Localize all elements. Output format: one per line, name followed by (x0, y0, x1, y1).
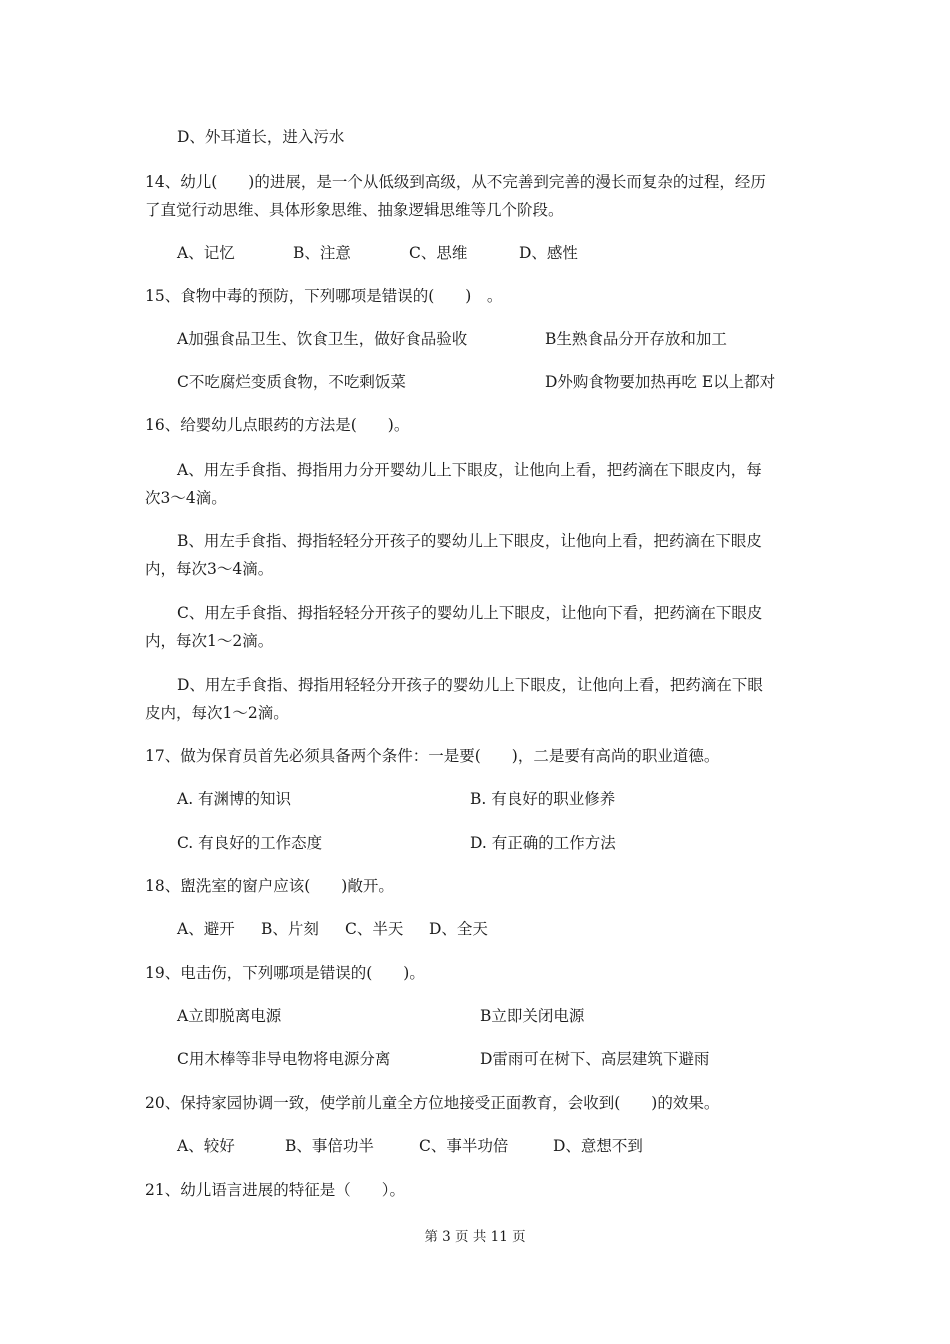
page-number-footer: 第 3 页 共 11 页 (424, 1229, 526, 1245)
q18-option-c: C、半天 (345, 920, 404, 938)
q18-stem: 18、盥洗室的窗户应该( )敞开。 (145, 877, 394, 895)
q16-option-c-line2: 内，每次1～2滴。 (145, 632, 274, 650)
q15-stem: 15、食物中毒的预防，下列哪项是错误的( ) 。 (145, 287, 503, 305)
q14-stem-line2: 了直觉行动思维、具体形象思维、抽象逻辑思维等几个阶段。 (145, 201, 564, 219)
q20-options (177, 1136, 643, 1156)
q15-option-c: C不吃腐烂变质食物，不吃剩饭菜 (177, 373, 406, 391)
q20-option-a: A、较好 (177, 1137, 235, 1155)
q20-option-d: D、意想不到 (553, 1137, 643, 1155)
q15-option-a: A加强食品卫生、饮食卫生，做好食品验收 (177, 330, 468, 348)
q14-option-a: A、记忆 (177, 244, 235, 262)
q17-option-c: C. 有良好的工作态度 (177, 834, 323, 852)
q17-option-b: B. 有良好的职业修养 (470, 790, 616, 808)
q17-option-a: A. 有渊博的知识 (177, 790, 292, 808)
q18-option-d: D、全天 (429, 920, 488, 938)
q13-option-d: D、外耳道长，进入污水 (177, 128, 345, 146)
q14-options (177, 243, 578, 263)
q18-option-a: A、避开 (177, 920, 235, 938)
q16-option-a-line2: 次3～4滴。 (145, 489, 227, 507)
q14-option-c: C、思维 (409, 244, 468, 262)
q18-options (177, 919, 488, 939)
q19-option-d: D雷雨可在树下、高层建筑下避雨 (480, 1050, 710, 1068)
q20-option-b: B、事倍功半 (285, 1137, 374, 1155)
q16-option-c-line1: C、用左手食指、拇指轻轻分开孩子的婴幼儿上下眼皮，让他向下看，把药滴在下眼皮 (177, 604, 763, 622)
q17-stem: 17、做为保育员首先必须具备两个条件：一是要( )，二是要有高尚的职业道德。 (145, 747, 720, 765)
q19-option-b: B立即关闭电源 (480, 1007, 585, 1025)
q21-stem: 21、幼儿语言进展的特征是（ ）。 (145, 1181, 405, 1199)
q16-option-b-line2: 内，每次3～4滴。 (145, 560, 274, 578)
q17-option-d: D. 有正确的工作方法 (470, 834, 616, 852)
q16-option-b-line1: B、用左手食指、拇指轻轻分开孩子的婴幼儿上下眼皮，让他向上看，把药滴在下眼皮 (177, 532, 762, 550)
q16-option-a-line1: A、用左手食指、拇指用力分开婴幼儿上下眼皮，让他向上看，把药滴在下眼皮内，每 (177, 461, 762, 479)
q20-option-c: C、事半功倍 (419, 1137, 509, 1155)
q15-option-de: D外购食物要加热再吃 E以上都对 (545, 373, 776, 391)
q16-stem: 16、给婴幼儿点眼药的方法是( )。 (145, 416, 410, 434)
q20-stem: 20、保持家园协调一致，使学前儿童全方位地接受正面教育，会收到( )的效果。 (145, 1094, 720, 1112)
q14-option-d: D、感性 (519, 244, 578, 262)
q16-option-d-line1: D、用左手食指、拇指用轻轻分开孩子的婴幼儿上下眼皮，让他向上看，把药滴在下眼 (177, 676, 763, 694)
q18-option-b: B、片刻 (261, 920, 319, 938)
q19-option-c: C用木棒等非导电物将电源分离 (177, 1050, 391, 1068)
q15-option-b: B生熟食品分开存放和加工 (545, 330, 727, 348)
q19-option-a: A立即脱离电源 (177, 1007, 282, 1025)
q16-option-d-line2: 皮内，每次1～2滴。 (145, 704, 289, 722)
q19-stem: 19、电击伤，下列哪项是错误的( )。 (145, 964, 425, 982)
q14-option-b: B、注意 (293, 244, 351, 262)
q14-stem-line1: 14、幼儿( )的进展，是一个从低级到高级，从不完善到完善的漫长而复杂的过程，经历 (145, 173, 766, 191)
